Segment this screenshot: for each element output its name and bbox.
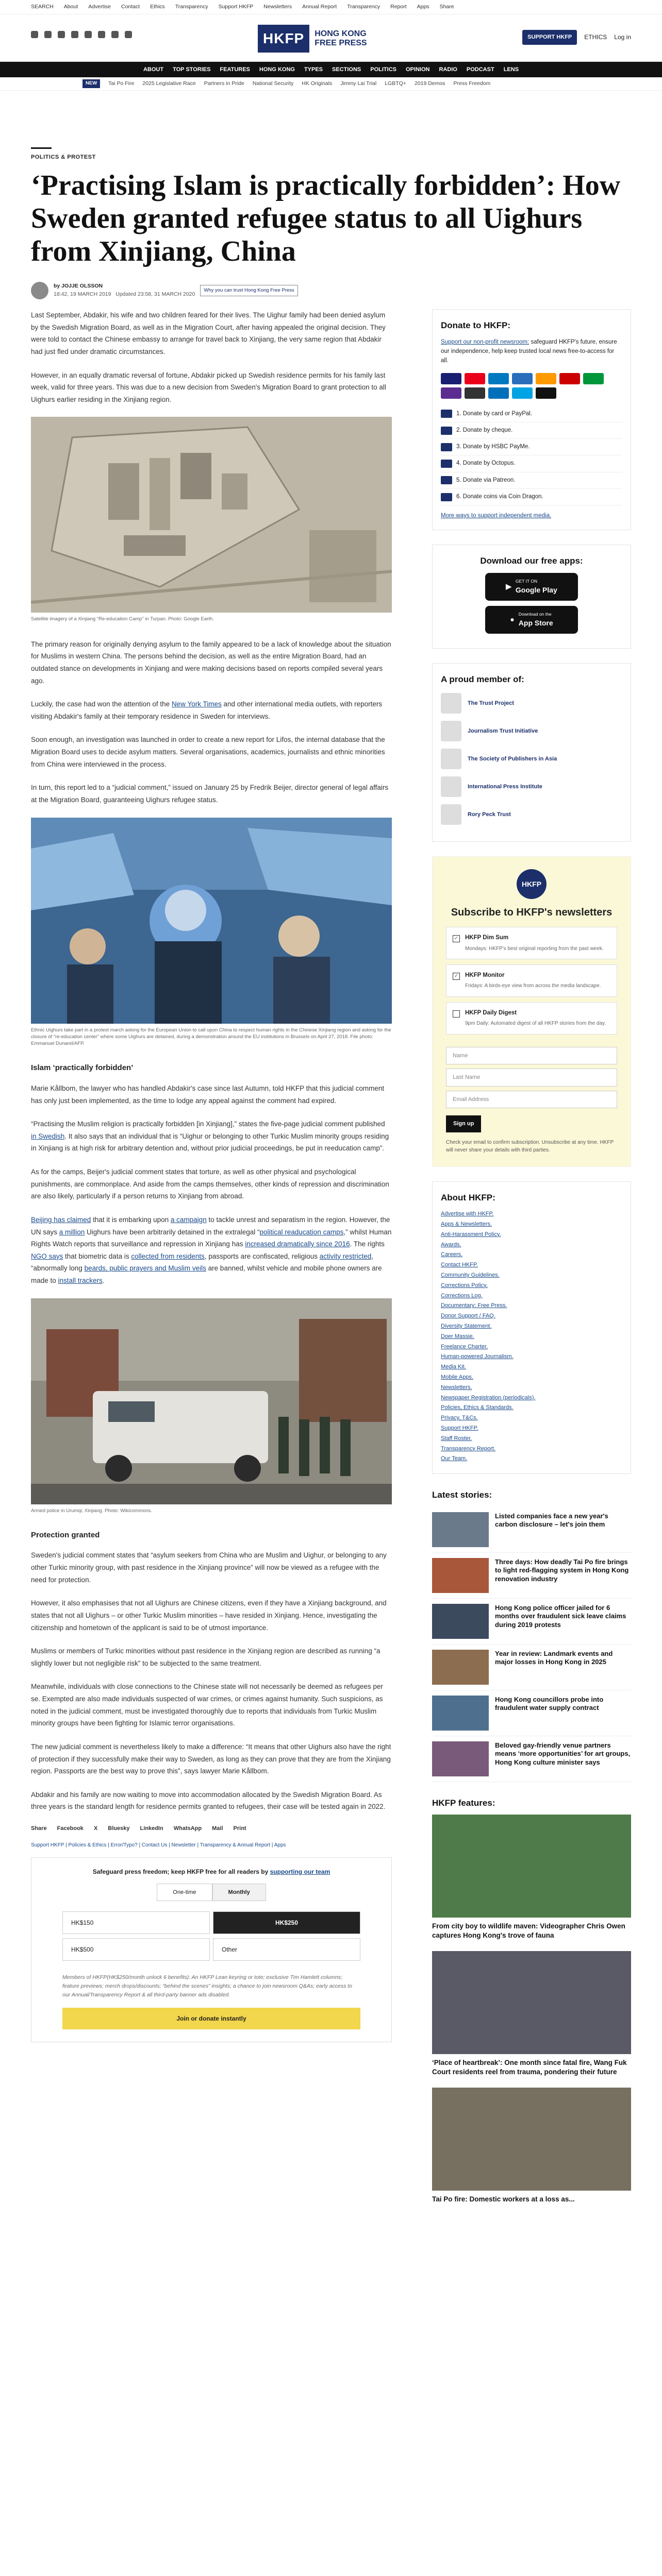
police-illustration <box>31 1298 392 1504</box>
support-team-link[interactable]: supporting our team <box>270 1868 330 1875</box>
advertise-link[interactable]: Advertise <box>88 3 111 10</box>
updated-date: Updated 23:58, 31 MARCH 2020 <box>115 291 195 297</box>
site-logo[interactable] <box>258 25 367 53</box>
newsletter-widget <box>432 856 631 1166</box>
payment-method-icon <box>488 373 509 384</box>
donate-method[interactable] <box>441 422 622 439</box>
nav-top-stories[interactable]: TOP STORIES <box>173 66 211 73</box>
transparency-report-link[interactable]: Transparency <box>347 3 380 10</box>
trending-item[interactable]: Press Freedom <box>453 80 491 87</box>
contact-link[interactable]: Contact <box>121 3 140 10</box>
patreon-icon <box>441 476 452 484</box>
tab-monthly[interactable]: Monthly <box>212 1884 266 1902</box>
trust-badge[interactable]: Why you can trust Hong Kong Free Press <box>200 285 297 296</box>
donate-amounts <box>31 1911 391 1961</box>
share-whatsapp[interactable]: WhatsApp <box>173 1825 202 1832</box>
member-org[interactable] <box>441 804 622 825</box>
play-icon: ▶ <box>506 582 511 591</box>
member-org-name: International Press Institute <box>468 784 542 790</box>
story-thumbnail <box>432 1741 489 1776</box>
membership-widget <box>432 663 631 842</box>
story-headline: Year in review: Landmark events and major losses in Hong Kong in 2025 <box>495 1649 613 1666</box>
logo-name-line1: HONG KONG <box>315 29 367 39</box>
sidebar-title: Latest stories: <box>432 1490 492 1500</box>
share-link[interactable]: Share <box>439 3 454 10</box>
footer-links[interactable]: Support HKFP | Policies & Ethics | Error/Typo? | Contact Us | Newsletter | Transparency & Annual Report | Apps <box>31 1842 286 1848</box>
latest-widget <box>432 1488 631 1782</box>
ethics-link[interactable]: Ethics <box>150 3 165 10</box>
payment-method-icon <box>441 387 461 399</box>
amount-option-selected[interactable]: HK$250 <box>213 1911 360 1934</box>
latest-list <box>432 1507 631 1782</box>
newsletter-desc: Fridays: A birds-eye view from across the media landscape. <box>465 983 601 989</box>
newsletters-link[interactable]: Newsletters <box>263 3 292 10</box>
subheading: Protection granted <box>31 1530 100 1539</box>
nyt-link[interactable]: New York Times <box>171 700 222 708</box>
story-headline: Listed companies face a new year's carbon disclosure – let's join them <box>495 1512 608 1529</box>
amount-option-other[interactable]: Other <box>213 1938 360 1961</box>
payment-method-icon <box>465 387 485 399</box>
about-link[interactable]: Corrections Policy. <box>441 1282 488 1289</box>
about-link[interactable]: Careers. <box>441 1251 463 1258</box>
newsletter-title: Subscribe to HKFP's newsletters <box>451 907 613 919</box>
member-org-name: The Society of Publishers in Asia <box>468 756 557 762</box>
feature-story[interactable] <box>432 2088 631 2204</box>
nav-politics[interactable]: POLITICS <box>370 66 396 73</box>
latest-story[interactable] <box>432 1645 631 1690</box>
about-link[interactable]: Transparency Report. <box>441 1445 495 1452</box>
trending-item[interactable]: Jimmy Lai Trial <box>340 80 377 87</box>
social-icons <box>31 31 132 38</box>
member-org[interactable] <box>441 693 622 714</box>
paragraph <box>31 698 392 722</box>
instagram-icon[interactable] <box>58 31 65 38</box>
trending-item[interactable]: 2025 Legislative Race <box>142 80 196 87</box>
paragraph: Marie Kållbom, the lawyer who has handled Abdakir's case since last Autumn, told HKFP that this judicial comment has only just been implemented, as the time to lodge any appeal against the comment had expired. <box>31 1084 385 1105</box>
figure-police <box>31 1298 392 1514</box>
author-avatar <box>31 282 48 299</box>
member-org[interactable] <box>441 721 622 741</box>
text-run: . The rights <box>350 1240 385 1248</box>
about-link[interactable]: Doer Massie. <box>441 1333 474 1340</box>
nav-about[interactable]: ABOUT <box>143 66 164 73</box>
byline <box>31 282 631 299</box>
newsletter-option[interactable] <box>446 927 617 959</box>
inline-link[interactable]: collected from residents <box>131 1252 205 1260</box>
support-link[interactable]: Support HKFP <box>218 3 254 10</box>
page-content <box>31 124 631 2204</box>
logo-name <box>315 29 367 47</box>
donate-method[interactable] <box>441 489 622 505</box>
about-link[interactable]: Mobile Apps. <box>441 1374 473 1380</box>
feature-thumbnail <box>432 1815 631 1918</box>
about-links <box>441 1209 622 1464</box>
text-run: , passports are confiscated, religious <box>204 1252 320 1260</box>
member-org-name: The Trust Project <box>468 700 514 707</box>
amount-option[interactable]: HK$500 <box>62 1938 210 1961</box>
octopus-icon <box>441 460 452 468</box>
donate-method-label: 5. Donate via Patreon. <box>456 477 516 483</box>
about-link[interactable]: Advertise with HKFP. <box>441 1211 494 1217</box>
feature-thumbnail <box>432 1951 631 2054</box>
article-kicker[interactable]: POLITICS & PROTEST <box>31 154 96 160</box>
linkedin-icon[interactable] <box>111 31 119 38</box>
new-badge: NEW <box>82 79 100 88</box>
story-thumbnail <box>432 1604 489 1639</box>
about-link[interactable]: Support HKFP. <box>441 1425 478 1431</box>
paragraph: Last September, Abdakir, his wife and two children feared for their lives. The Uighur family had been denied asylum by the Swedish Migration Board, as well as in the Migration Court, after having appealed the original decision. They were told to contact the Chinese embassy to arrange for travel back to Xinjiang, the very same region that Abdakir had just fled under dramatic circumstances. <box>31 311 386 355</box>
about-link[interactable]: Contact HKFP. <box>441 1262 478 1268</box>
about-link[interactable]: Newsletters. <box>441 1384 472 1391</box>
threads-icon[interactable] <box>71 31 78 38</box>
text-run: that it is embarking upon <box>91 1215 171 1224</box>
text-run: , “abnormally long <box>31 1252 374 1273</box>
newsletter-fineprint: Check your email to confirm subscription. Unsubscribe at any time. HKFP will never share your details with third parties. <box>446 1139 614 1153</box>
cheque-icon <box>441 427 452 435</box>
donate-method-label: 3. Donate by HSBC PayMe. <box>456 444 530 450</box>
newsletter-option[interactable] <box>446 964 617 997</box>
sopa-logo <box>441 749 461 769</box>
feature-headline: From city boy to wildlife maven: Videographer Chris Owen captures Hong Kong's trove of fauna <box>432 1922 625 1939</box>
trending-item[interactable]: Partners in Pride <box>204 80 244 87</box>
share-mail[interactable]: Mail <box>212 1825 223 1832</box>
about-link[interactable]: Community Guidelines. <box>441 1272 500 1278</box>
about-link[interactable]: Donor Support / FAQ. <box>441 1313 495 1319</box>
protest-image <box>31 818 392 1024</box>
figure-satellite <box>31 417 392 622</box>
join-donate-button[interactable]: Join or donate instantly <box>62 2008 360 2029</box>
story-thumbnail <box>432 1512 489 1547</box>
telegram-icon[interactable] <box>98 31 105 38</box>
donate-method-label: 2. Donate by cheque. <box>456 427 513 433</box>
inline-link[interactable]: a campaign <box>170 1215 207 1224</box>
ipi-logo <box>441 776 461 797</box>
text-run: ,” whilst Human Rights Watch reports that surveillance and repression in Xinjiang has <box>31 1228 392 1248</box>
member-org-name: Journalism Trust Initiative <box>468 728 538 735</box>
newsletter-name: HKFP Monitor <box>465 972 505 979</box>
store-big-text: Google Play <box>515 585 557 594</box>
apple-icon: ● <box>510 615 515 624</box>
text-run: are banned, whilst vehicle and mobile phone owners are made to <box>31 1264 382 1285</box>
about-widget <box>432 1181 631 1474</box>
donate-method-label: 1. Donate by card or PayPal. <box>456 410 533 417</box>
trending-bar <box>0 77 662 91</box>
kicker-rule <box>31 147 52 149</box>
amount-option[interactable]: HK$150 <box>62 1911 210 1934</box>
about-link[interactable]: Our Team. <box>441 1455 468 1462</box>
paragraph: However, it also emphasises that not all Uighurs are Chinese citizens, even if they have a Xinjiang background, and states that not all Uighurs – or other Turkic Muslim minorities – have resided in Xinjiang. Hence, investigating the citizenship and hometown of the applicant is said to be of utmost importance. <box>31 1599 387 1632</box>
payment-method-icon <box>559 373 580 384</box>
membership-note: Members of HKFP(HK$250/month unlock 6 benefits): An HKFP Lean keyring or tote; exclusive Tim Hamlett columns; feature previews; merch drops/discounts; “behind the scenes” insights; a chance to join newsroom Q&As; early access to our Annual/Transparency Report & all third-party banner ads disabled. <box>62 1974 353 1998</box>
story-headline: Beloved gay-friendly venue partners means ‘more opportunities’ for art groups, Hong Kong culture minister says <box>495 1741 631 1767</box>
donate-method[interactable] <box>441 455 622 472</box>
donate-method-label: 4. Donate by Octopus. <box>456 460 516 467</box>
logo-name-line2: FREE PRESS <box>315 39 367 47</box>
paragraph: In turn, this report led to a “judicial comment,” issued on January 25 by Fredrik Beijer, director general of legal affairs at the Migration Board, guaranteeing Uighurs refugee status. <box>31 784 389 804</box>
sidebar-title: HKFP features: <box>432 1798 495 1808</box>
paragraph <box>31 1118 392 1155</box>
latest-story[interactable] <box>432 1599 631 1645</box>
support-hkfp-button[interactable]: SUPPORT HKFP <box>522 30 577 45</box>
checkbox-checked[interactable]: ✓ <box>453 935 460 942</box>
rory-peck-logo <box>441 804 461 825</box>
about-link[interactable]: Newspaper Registration (periodicals). <box>441 1394 536 1401</box>
apps-widget <box>432 545 631 649</box>
about-link[interactable]: Freelance Charter. <box>441 1343 488 1350</box>
payment-icons <box>441 373 622 399</box>
about-link[interactable]: Documentary: Free Press. <box>441 1302 507 1309</box>
payment-method-icon <box>536 387 556 399</box>
member-org-name: Rory Peck Trust <box>468 811 511 818</box>
inline-link[interactable]: Beijing has claimed <box>31 1215 91 1224</box>
share-label: Share <box>31 1825 47 1832</box>
rss-icon[interactable] <box>125 31 132 38</box>
story-thumbnail <box>432 1558 489 1593</box>
coin-icon <box>441 493 452 501</box>
about-link[interactable]: Staff Roster. <box>441 1435 472 1442</box>
text-run: . It also says that an individual that is “Uighur or belonging to other Turkic Muslim minority groups residing in Xinjiang is at high risk for arbitrary detention and, without prior judicial proceedings, be put in reeducation camp”. <box>31 1132 389 1153</box>
trending-item[interactable]: HK Originals <box>302 80 333 87</box>
features-list <box>432 1815 631 2204</box>
figure-caption: Satellite imagery of a Xinjiang “Re-education Camp” in Turpan. Photo: Google Earth. <box>31 616 214 622</box>
donate-widget <box>432 309 631 530</box>
top-utility-bar <box>0 0 662 14</box>
main-nav <box>0 62 662 77</box>
inline-link[interactable]: a million <box>59 1228 85 1236</box>
satellite-illustration <box>31 417 392 613</box>
text-run: that biometric data is <box>63 1252 131 1260</box>
latest-story[interactable] <box>432 1736 631 1782</box>
feature-headline: Tai Po fire: Domestic workers at a loss as... <box>432 2195 575 2204</box>
last-name-input[interactable]: Last Name <box>446 1069 617 1087</box>
checkbox-checked[interactable]: ✓ <box>453 973 460 980</box>
donate-intro <box>441 337 622 366</box>
payme-icon <box>441 443 452 451</box>
subheading: Islam ‘practically forbidden’ <box>31 1063 134 1073</box>
nav-opinion[interactable]: OPINION <box>406 66 430 73</box>
trending-item[interactable]: Tai Po Fire <box>108 80 135 87</box>
paragraph: The primary reason for originally denying asylum to the family appeared to be a lack of knowledge about the situation for Muslims in western China. The persons behind the decision, as well as the entire Migration Board, had an outdated stance on developments in Xinjiang and were making decisions based on reports compiled several years ago. <box>31 640 391 685</box>
story-thumbnail <box>432 1650 489 1685</box>
text-run: . <box>102 1277 105 1285</box>
header-actions <box>522 30 631 45</box>
story-headline: Hong Kong police officer jailed for 6 months over fraudulent sick leave claims during 2019 protests <box>495 1603 626 1629</box>
share-x[interactable]: X <box>93 1825 98 1832</box>
features-widget <box>432 1797 631 2204</box>
feature-headline: ‘Place of heartbreak’: One month since fatal fire, Wang Fuk Court residents reel from trauma, pondering their future <box>432 2059 627 2076</box>
paragraph: However, in an equally dramatic reversal of fortune, Abdakir picked up Swedish residence permits for his family last week, valid for three years. This was due to a new decision from Sweden's Migration Board to grant protection to all Uighurs earlier residing in the Xinjiang region. <box>31 371 386 403</box>
sidebar-title: Donate to HKFP: <box>441 320 511 330</box>
feature-story[interactable] <box>432 1951 631 2076</box>
newsletter-option[interactable] <box>446 1002 617 1035</box>
inline-link[interactable]: activity restricted <box>319 1252 372 1260</box>
about-link[interactable]: Media Kit. <box>441 1364 466 1370</box>
donate-method-label: 6. Donate coins via Coin Dragon. <box>456 493 543 500</box>
figure-caption: Ethnic Uighurs take part in a protest march asking for the European Union to call upon China to respect human rights in the Chinese Xinjiang region and asking for the closure of “re-education center” where some Uighurs are detained, during a demonstration around the EU institutions in Brussels on April 27, 2018. File photo: Emmanuel Dunand/AFP. <box>31 1027 391 1047</box>
story-headline: Three days: How deadly Tai Po fire brings to light red-flagging system in Hong Kong renovation industry <box>495 1557 629 1583</box>
sidebar-title: About HKFP: <box>441 1192 495 1202</box>
about-link[interactable]: Policies, Ethics & Standards. <box>441 1404 514 1411</box>
text-run: Luckily, the case had won the attention of the <box>31 700 172 708</box>
donate-methods <box>441 406 622 506</box>
share-linkedin[interactable]: LinkedIn <box>140 1825 163 1832</box>
login-link[interactable]: Log in <box>614 33 631 41</box>
share-bluesky[interactable]: Bluesky <box>108 1825 130 1832</box>
nav-podcast[interactable]: PODCAST <box>466 66 494 73</box>
nonprofit-link[interactable]: Support our non-profit newsroom: <box>441 338 529 345</box>
satellite-image <box>31 417 392 613</box>
paragraph <box>31 1214 392 1287</box>
facebook-icon[interactable] <box>31 31 38 38</box>
store-big-text: App Store <box>518 618 553 627</box>
figure-caption: Armed police in Urumqi, Xinjiang. Photo: Wikicommons. <box>31 1507 152 1514</box>
latest-story[interactable] <box>432 1690 631 1736</box>
payment-method-icon <box>512 387 533 399</box>
about-link[interactable]: Human-powered Journalism. <box>441 1353 514 1360</box>
donate-method[interactable] <box>441 439 622 455</box>
apps-link[interactable]: Apps <box>417 3 429 10</box>
newsletter-logo: HKFP <box>517 869 547 899</box>
share-facebook[interactable]: Facebook <box>57 1825 84 1832</box>
text-run: Uighurs have been arbitrarily detained in the extralegal “ <box>85 1228 260 1236</box>
newsletter-desc: 9pm Daily: Automated digest of all HKFP stories from the day. <box>465 1021 606 1027</box>
paragraph: The new judicial comment is nevertheless likely to make a difference: “It means that other Uighurs also have the right of protection if they successfully make their way to Sweden, as long as they can prove that they are from the Xinjiang region. Passports are the best way to prove this”, says lawyer Marie Kållbom. <box>31 1742 391 1775</box>
ethics-header-link[interactable]: ETHICS <box>584 33 607 41</box>
sidebar <box>432 309 631 2215</box>
member-org[interactable] <box>441 749 622 769</box>
donate-box <box>31 1857 392 2042</box>
donate-frequency-tabs <box>31 1884 391 1902</box>
donate-heading-text: Safeguard press freedom; keep HKFP free for all readers by <box>92 1868 270 1875</box>
about-link[interactable]: About <box>63 3 78 10</box>
latest-story[interactable] <box>432 1507 631 1553</box>
more-ways-link[interactable]: More ways to support independent media. <box>441 513 552 519</box>
trending-item[interactable]: National Security <box>252 80 294 87</box>
feature-story[interactable] <box>432 1815 631 1940</box>
search-link[interactable]: SEARCH <box>31 3 54 10</box>
text-run: to tackle unrest and separatism in the region. However, the UN says <box>31 1215 390 1236</box>
text-run: “Practising the Muslim religion is practically forbidden [in Xinjiang],” states the five-page judicial comment published <box>31 1120 385 1128</box>
paragraph: Meanwhile, individuals with close connections to the Chinese state will not necessarily be deemed as refugees per se. Exempted are also made individuals suspected of war crimes, or crimes against humanity. Such suspicions, as noted in the judicial comment, must be investigated thoroughly due to reports that individuals from Turkic Muslim minority groups have been fighting for Islamic terror organisations. <box>31 1683 383 1727</box>
donate-method[interactable] <box>441 472 622 489</box>
email-input[interactable]: Email Address <box>446 1091 617 1109</box>
author-name[interactable]: by JOJJE OLSSON <box>54 282 103 289</box>
nav-sections[interactable]: SECTIONS <box>332 66 361 73</box>
payment-method-icon <box>536 373 556 384</box>
about-link[interactable]: Awards. <box>441 1241 461 1248</box>
member-org[interactable] <box>441 776 622 797</box>
logo-mark: HKFP <box>258 25 309 53</box>
about-link[interactable]: Privacy, T&Cs. <box>441 1415 478 1421</box>
sidebar-title: A proud member of: <box>441 674 524 684</box>
article-title: ‘Practising Islam is practically forbidden’: How Sweden granted refugee status to all Uighurs from Xinjiang, China <box>31 169 621 268</box>
text-run: and other international media outlets, with reporters visiting Abdakir's family at their temporary residence in Sweden for interviews. <box>31 700 383 720</box>
figure-protest <box>31 818 392 1047</box>
inline-link[interactable]: install trackers <box>58 1277 103 1285</box>
swedish-link[interactable]: in Swedish <box>31 1132 65 1140</box>
first-name-input[interactable]: Name <box>446 1047 617 1065</box>
story-headline: Hong Kong councillors probe into fraudulent water supply contract <box>495 1695 604 1712</box>
youtube-icon[interactable] <box>85 31 92 38</box>
trending-item[interactable]: LGBTQ+ <box>385 80 406 87</box>
about-link[interactable]: Corrections Log. <box>441 1292 483 1299</box>
nav-lens[interactable]: LENS <box>503 66 519 73</box>
newsletter-desc: Mondays: HKFP's best original reporting from the past week. <box>465 945 604 952</box>
police-image <box>31 1298 392 1504</box>
paragraph: Muslims or members of Turkic minorities without past residence in the Xinjiang region are described as running “a slightly lower but not negligible risk” to be subjected to the same treatment. <box>31 1647 380 1667</box>
card-icon <box>441 410 452 418</box>
share-print[interactable]: Print <box>233 1825 246 1832</box>
nav-types[interactable]: TYPES <box>304 66 323 73</box>
jti-logo <box>441 721 461 741</box>
nav-hong-kong[interactable]: HONG KONG <box>259 66 295 73</box>
share-bar <box>31 1824 392 1833</box>
about-link[interactable]: Diversity Statement. <box>441 1323 492 1329</box>
trust-project-logo <box>441 693 461 714</box>
tab-one-time[interactable]: One-time <box>157 1884 212 1902</box>
nav-radio[interactable]: RADIO <box>439 66 457 73</box>
signup-button[interactable]: Sign up <box>446 1115 481 1132</box>
inline-link[interactable]: beards, public prayers and Muslim veils <box>84 1264 206 1273</box>
paragraph: Sweden's judicial comment states that “asylum seekers from China who are Muslim and Uighur, or belonging to any other Turkic minority group, with past residence in the Xinjiang province” will now be viewed as a refugee with the need for protection. <box>31 1551 387 1584</box>
newsletter-name: HKFP Dim Sum <box>465 935 509 941</box>
donate-method[interactable] <box>441 406 622 422</box>
newsletter-name: HKFP Daily Digest <box>465 1009 517 1016</box>
inline-link[interactable]: increased dramatically since 2016 <box>245 1240 350 1248</box>
article-body <box>31 309 392 2042</box>
store-small-text: GET IT ON <box>515 579 538 584</box>
paragraph: As for the camps, Beijer's judicial comment states that torture, as well as other physical and psychological punishments, are commonplace. And aside from the camps themselves, other kinds of repression and discrimination are also likely, particularly if a person returns to Xinjiang from abroad. <box>31 1168 389 1200</box>
protest-illustration <box>31 818 392 1024</box>
report-link[interactable]: Report <box>390 3 407 10</box>
publish-date: 18:42, 19 MARCH 2019 <box>54 291 111 297</box>
transparency-link[interactable]: Transparency <box>175 3 208 10</box>
payment-method-icon <box>512 373 533 384</box>
payment-method-icon <box>465 373 485 384</box>
paragraph: Abdakir and his family are now waiting to move into accommodation allocated by the Swedish Migration Board. As three years is the standard length for residence permits granted to refugees, their case will be tested again in 2022. <box>31 1790 386 1811</box>
site-header <box>0 14 662 62</box>
donate-heading <box>31 1864 391 1884</box>
payment-method-icon <box>441 373 461 384</box>
store-small-text: Download on the <box>518 612 552 617</box>
inline-link[interactable]: NGO says <box>31 1252 63 1260</box>
payment-method-icon <box>488 387 509 399</box>
payment-method-icon <box>583 373 604 384</box>
x-icon[interactable] <box>44 31 52 38</box>
story-thumbnail <box>432 1696 489 1731</box>
about-link[interactable]: Apps & Newsletters. <box>441 1221 492 1227</box>
about-link[interactable]: Anti-Harassment Policy. <box>441 1231 501 1238</box>
paragraph: Soon enough, an investigation was launched in order to create a new report for Lifos, the internal database that the Migration Board uses to decide asylum matters. Several organisations, academics, journalists and ethnic minorities from China were interviewed in the process. <box>31 736 385 768</box>
nav-features[interactable]: FEATURES <box>220 66 250 73</box>
trending-item[interactable]: 2019 Demos <box>414 80 445 87</box>
latest-story[interactable] <box>432 1553 631 1599</box>
sidebar-title: Download our free apps: <box>480 556 583 566</box>
google-play-button[interactable] <box>485 573 578 601</box>
inline-link[interactable]: political readucation camps <box>259 1228 344 1236</box>
checkbox[interactable] <box>453 1010 460 1018</box>
app-store-button[interactable] <box>485 606 578 634</box>
annual-report-link[interactable]: Annual Report <box>302 3 337 10</box>
donate-intro-text: safeguard HKFP's future, ensure our independence, help keep trusted local news free-to-access for all. <box>441 338 617 364</box>
feature-thumbnail <box>432 2088 631 2191</box>
